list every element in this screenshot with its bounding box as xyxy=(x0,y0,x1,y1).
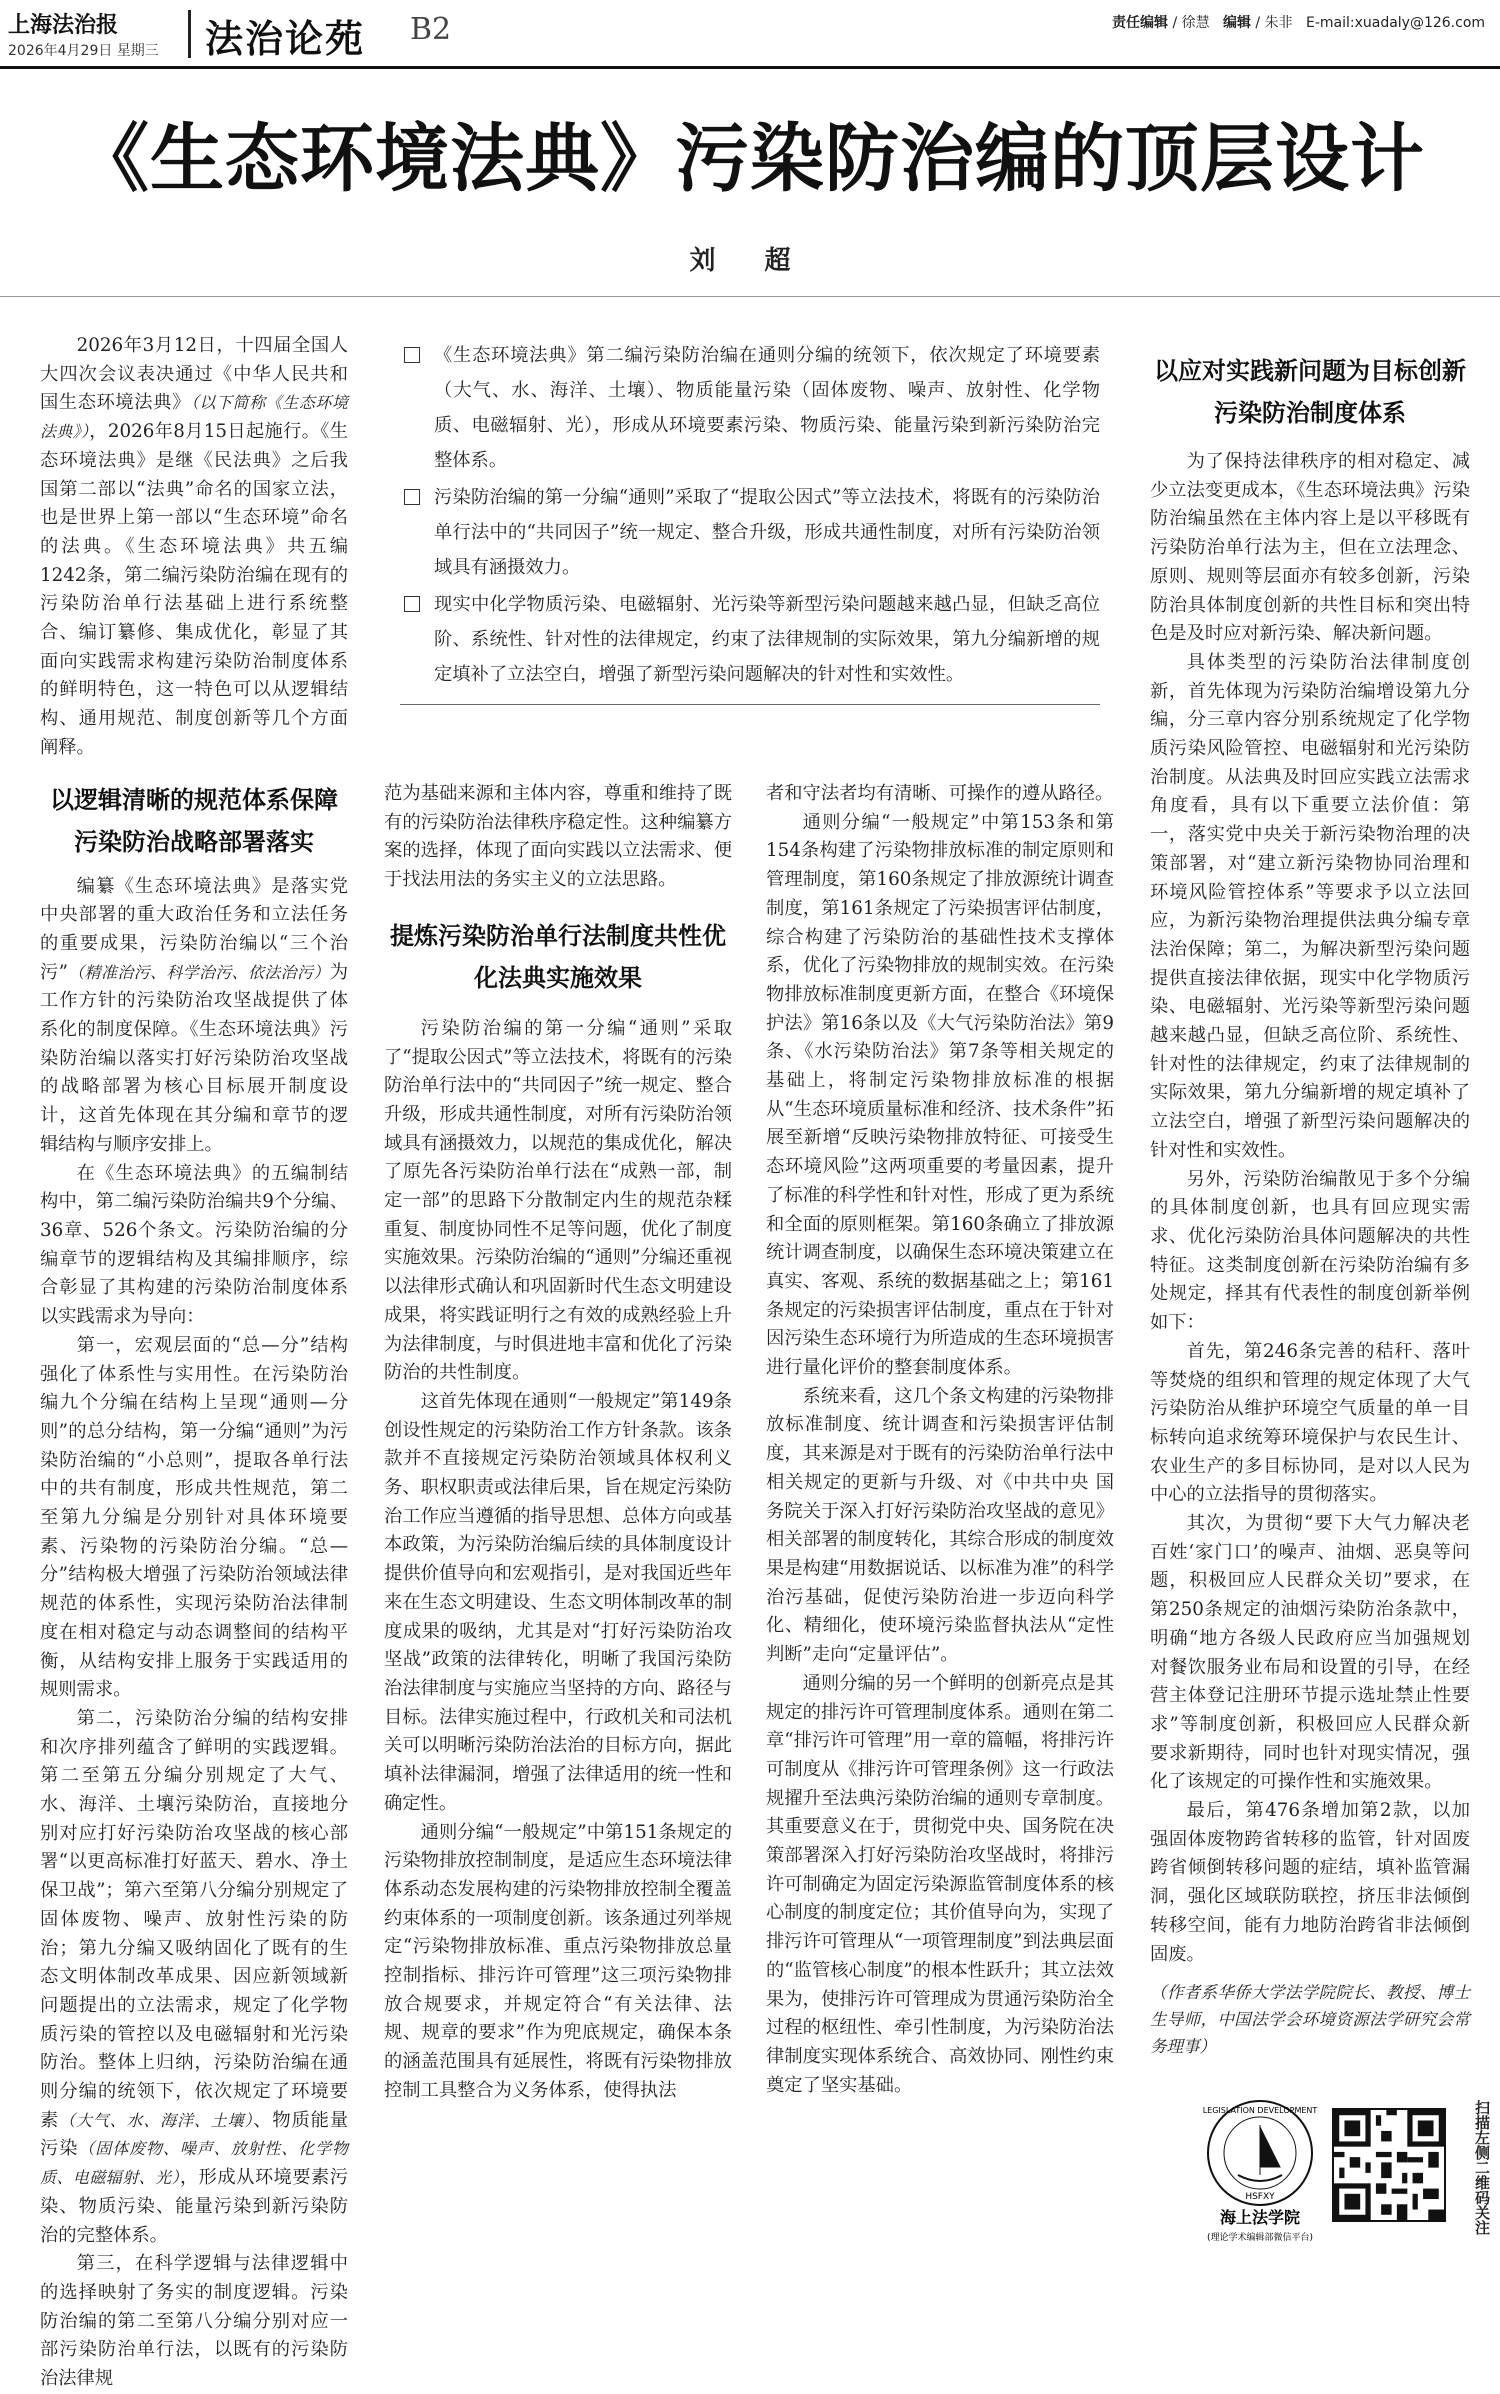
issue-date: 2026年4月29日 星期三 xyxy=(8,43,159,59)
svg-text:海上法学院: 海上法学院 xyxy=(1219,2208,1301,2227)
paragraph: 首先，第246条完善的秸秆、落叶等焚烧的组织和管理的规定体现了大气污染防治从维护环境空气质量的单一目标转向追求统筹环境保护与农民生计、农业生产的多目标协同，是对以人民为中心的立法指导的贯彻落实。 xyxy=(1150,1340,1470,1506)
article-column-2 xyxy=(384,780,732,2106)
intro-paragraph: 2026年3月12日，十四届全国人大四次会议表决通过《中华人民共和国生态环境法典》（以下简称《生态环境法典》），2026年8月15日起施行。《生态环境法典》是继《民法典》之后我国第二部以“法典”命名的国家立法，也是世界上第一部以“生态环境”命名的法典。《生态环境法典》共五编1242条，第二编污染防治编在现有的污染防治单行法基础上进行系统整合、编订纂修、集成优化，彰显了其面向实践需求构建污染防治制度体系的鲜明特色，这一特色可以从逻辑结构、通用规范、制度创新等几个方面阐释。 xyxy=(40,335,348,758)
article-column-3 xyxy=(766,780,1114,2100)
article-column-4 xyxy=(1150,350,1470,2060)
intro-note: （以下简称《生态环境法典》） xyxy=(40,393,348,442)
key-point: 现实中化学物质污染、电磁辐射、光污染等新型污染问题越来越凸显，但缺乏高位阶、系统性、针对性的法律规定，约束了法律规制的实际效果，第九分编新增的规定填补了立法空白，增强了新型污染问题解决的针对性和实效性。 xyxy=(400,587,1100,692)
editor-name: 徐慧 xyxy=(1181,15,1210,31)
section-heading-3: 以应对实践新问题为目标创新污染防治制度体系 xyxy=(1154,357,1466,427)
editor2-name: 朱非 xyxy=(1264,15,1293,31)
inline-note: （大气、水、海洋、土壤） xyxy=(59,2110,254,2130)
paragraph: 系统来看，这几个条文构建的污染物排放标准制度、统计调查和污染损害评估制度，其来源是对于既有的污染防治单行法中相关规定的更新与升级、对《中共中央 国务院关于深入打好污染防治攻坚战的意见》相关部署的制度转化，其综合形成的制度效果是构建“用数据说话、以标准为准”的科学治污基础，促使污染防治进一步迈向科学化、精细化，使环境污染监督执法从“定性判断”走向“定量评估”。 xyxy=(766,1385,1114,1666)
paragraph: 污染防治编的第一分编“通则”采取了“提取公因式”等立法技术，将既有的污染防治单行法中的“共同因子”统一规定、整合升级，形成共通性制度，对所有污染防治领域具有涵摄效力，以规范的集成优化，解决了原先各污染防治单行法在“成熟一部，制定一部”的思路下分散制定内生的规范杂糅重复、制度协同性不足等问题，优化了制度实施效果。污染防治编的“通则”分编还重视以法律形式确认和巩固新时代生态文明建设成果，将实践证明行之有效的成熟经验上升为法律制度，与时俱进地丰富和优化了污染防治的共性制度。 xyxy=(384,1017,732,1384)
key-point: 《生态环境法典》第二编污染防治编在通则分编的统领下，依次规定了环境要素（大气、水、海洋、土壤）、物质能量污染（固体废物、噪声、放射性、化学物质、电磁辐射、光），形成从环境要素污染、物质污染、能量污染到新污染防治完整体系。 xyxy=(400,338,1100,478)
editor-credits: 责任编辑 / 徐慧 编辑 / 朱非 E-mail:xuadaly@126.com xyxy=(1112,15,1486,31)
article-column-1 xyxy=(40,332,348,2394)
page-number: B2 xyxy=(410,12,452,47)
paragraph: 第二，污染防治分编的结构安排和次序排列蕴含了鲜明的实践逻辑。第二至第五分编分别规定了大气、水、海洋、土壤污染防治，直接地分别对应打好污染防治攻坚战的核心部署“以更高标准打好蓝天、碧水、净土保卫战”；第六至第八分编分别规定了固体废物、噪声、放射性污染的防治；第九分编又吸纳固化了既有的生态文明体制改革成果、因应新领域新问题提出的立法需求，规定了化学物质污染的管控以及电磁辐射和光污染防治。整体上归纳，污染防治编在通则分编的统领下，依次规定了环境要素（大气、水、海洋、土壤）、物质能量污染（固体废物、噪声、放射性、化学物质、电磁辐射、光），形成从环境要素污染、物质污染、能量污染到新污染防治的完整体系。 xyxy=(40,1707,348,2246)
checkbox-icon xyxy=(404,489,420,505)
paragraph: 通则分编的另一个鲜明的创新亮点是其规定的排污许可管理制度体系。通则在第二章“排污许可管理”用一章的篇幅，将排污许可制度从《排污许可管理条例》这一行政法规擢升至法典污染防治编的通则专章制度。其重要意义在于，贯彻党中央、国务院在决策部署深入打好污染防治攻坚战时，将排污许可制确定为固定污染源监管制度体系的核心制度的制度定位；其价值导向为，实现了排污许可管理从“一项管理制度”到法典层面的“监管核心制度”的根本性跃升；其立法效果为，使排污许可管理成为贯通污染防治全过程的枢纽性、牵引性制度，为污染防治法律制度实现体系统合、高效协同、刚性约束奠定了坚实基础。 xyxy=(766,1672,1114,2096)
paragraph: 这首先体现在通则“一般规定”第149条创设性规定的污染防治工作方针条款。该条款并不直接规定污染防治领域具体权利义务、职权职责或法律后果，旨在规定污染防治工作应当遵循的指导思想、总体方向或基本政策，为污染防治编后续的具体制度设计提供价值导向和宏观指引，是对我国近些年来在生态文明建设、生态文明体制改革的制度成果的吸纳，尤其是对“打好污染防治攻坚战”政策的法律转化，明晰了我国污染防治法律制度与实施应当坚持的方向、路径与目标。法律实施过程中，行政机关和司法机关可以明晰污染防治法治的目标方向，据此填补法律漏洞，增强了法律适用的统一性和确定性。 xyxy=(384,1390,732,1814)
qr-code[interactable] xyxy=(1332,2108,1446,2222)
editor-email[interactable]: E-mail:xuadaly@126.com xyxy=(1305,15,1486,31)
section-heading-1: 以逻辑清晰的规范体系保障污染防治战略部署落实 xyxy=(50,785,338,856)
inline-note: （固体废物、噪声、放射性、化学物质、电磁辐射、光） xyxy=(40,2139,348,2188)
key-point: 污染防治编的第一分编“通则”采取了“提取公因式”等立法技术，将既有的污染防治单行法中的“共同因子”统一规定、整合升级，形成共通性制度，对所有污染防治领域具有涵摄效力。 xyxy=(400,480,1100,585)
section-title: 法治论苑 xyxy=(205,17,366,61)
headline-rule xyxy=(0,296,1500,297)
editor-label: 责任编辑 xyxy=(1112,15,1168,31)
svg-text:LEGISLATION DEVELOPMENT: LEGISLATION DEVELOPMENT xyxy=(1202,2106,1318,2115)
masthead-rule xyxy=(0,66,1500,69)
paragraph: 通则分编“一般规定”中第153条和第154条构建了污染物排放标准的制定原则和管理制度，第160条规定了排放源统计调查制度，第161条规定了污染损害评估制度，综合构建了污染防治的基础性技术支撑体系，优化了污染物排放的规制实效。在污染物排放标准制度更新方面，在整合《环境保护法》第16条以及《大气污染防治法》第9条、《水污染防治法》第7条等相关规定的基础上，将制定污染物排放标准的根据从“生态环境质量标准和经济、技术条件”拓展至新增“反映污染物排放特征、可接受生态环境风险”这两项重要的考量因素，提升了标准的科学性和针对性，形成了更为系统和全面的原则框架。第160条确立了排放源统计调查制度，以确保生态环境决策建立在真实、客观、系统的数据基础之上；第161条规定的污染损害评估制度，重点在于针对因污染生态环境行为所造成的生态环境损害进行量化评价的整套制度体系。 xyxy=(766,811,1114,1379)
checkbox-icon xyxy=(404,347,420,363)
paragraph: 其次，为贯彻“要下大气力解决老百姓‘家门口’的噪声、油烟、恶臭等问题，积极回应人民群众关切”要求，在第250条规定的油烟污染防治条款中，明确“地方各级人民政府应当加强规划对餐饮服务业布局和设置的引导，在经营主体登记注册环节提示选址禁止性要求”等制度创新，积极回应人民群众新要求新期待，同时也针对现实情况，强化了该规定的可操作性和实施效果。 xyxy=(1150,1513,1470,1793)
svg-text:(理论学术编辑部微信平台): (理论学术编辑部微信平台) xyxy=(1206,2233,1314,2243)
paragraph: 最后，第476条增加第2款，以加强固体废物跨省转移的监管，针对固废跨省倾倒转移问题的症结，填补监管漏洞，强化区域联防联控，挤压非法倾倒转移空间，能有力地防治跨省非法倾倒固废。 xyxy=(1150,1800,1470,1965)
paragraph: 另外，污染防治编散见于多个分编的具体制度创新，也具有回应现实需求、优化污染防治具体问题解决的共性特征。这类制度创新在污染防治编有多处规定，择其有代表性的制度创新举例如下： xyxy=(1150,1168,1470,1334)
paragraph: 第三，在科学逻辑与法律逻辑中的选择映射了务实的制度逻辑。污染防治编的第二至第八分编分别对应一部污染防治单行法，以既有的污染防治法律规 xyxy=(40,2253,348,2390)
paragraph: 具体类型的污染防治法律制度创新，首先体现为污染防治编增设第九分编，分三章内容分别系统规定了化学物质污染风险管控、电磁辐射和光污染防治制度。从法典及时回应实践立法需求角度看，具有以下重要立法价值：第一，落实党中央关于新污染物治理的决策部署，对“建立新污染物协同治理和环境风险管控体系”等要求予以立法回应，为新污染物治理提供法典分编专章法治保障；第二，为解决新型污染问题提供直接法律依据，现实中化学物质污染、电磁辐射、光污染等新型污染问题越来越凸显，但缺乏高位阶、系统性、针对性的法律规定，约束了法律规制的实际效果，第九分编新增的规定填补了立法空白，增强了新型污染问题解决的针对性和实效性。 xyxy=(1150,651,1470,1161)
paragraph: 编纂《生态环境法典》是落实党中央部署的重大政治任务和立法任务的重要成果，污染防治编以“三个治污”（精准治污、科学治污、依法治污）为工作方针的污染防治攻坚战提供了体系化的制度保障。《生态环境法典》污染防治编以落实打好污染防治攻坚战的战略部署为核心目标展开制度设计，这首先体现在其分编和章节的逻辑结构与顺序安排上。 xyxy=(40,875,348,1155)
paragraph: 者和守法者均有清晰、可操作的遵从路径。 xyxy=(766,783,1114,804)
paragraph: 范为基础来源和主体内容，尊重和维持了既有的污染防治法律秩序稳定性。这种编纂方案的选择，体现了面向实践以立法需求、便于找法用法的务实主义的立法思路。 xyxy=(384,783,732,891)
article-author: 刘 超 xyxy=(689,246,811,276)
paragraph: 第一，宏观层面的“总—分”结构强化了体系性与实用性。在污染防治编九个分编在结构上呈现“通则—分则”的总分结构，第一分编“通则”为污染防治编的“小总则”，提取各单行法中的共有制度，形成共性规范，第二至第九分编是分别针对具体环境要素、污染物的污染防治分编。“总—分”结构极大增强了污染防治领域法律规范的体系性，实现污染防治法律制度在相对稳定与动态调整间的结构平衡，从结构安排上服务于实践适用的规则需求。 xyxy=(40,1334,348,1701)
paragraph: 在《生态环境法典》的五编制结构中，第二编污染防治编共9个分编、36章、526个条文。污染防治编的分编章节的逻辑结构及其编排顺序，综合彰显了其构建的污染防治制度体系以实践需求为导向： xyxy=(40,1162,348,1328)
paragraph: 为了保持法律秩序的相对稳定、减少立法变更成本，《生态环境法典》污染防治编虽然在主体内容上是以平移既有污染防治单行法为主，但在立法理念、原则、规则等层面亦有较多创新，污染防治具体制度创新的共性目标和突出特色是及时应对新污染、解决新问题。 xyxy=(1150,451,1470,645)
svg-text:HSFXY: HSFXY xyxy=(1245,2192,1275,2202)
paragraph: 通则分编“一般规定”中第151条规定的污染物排放控制制度，是适应生态环境法律体系动态发展构建的污染物排放控制全覆盖约束体系的一项制度创新。该条通过列举规定“污染物排放标准、重点污染物排放总量控制指标、排污许可管理”这三项污染物排放合规要求，并规定符合“有关法律、法规、规章的要求”作为兜底规定，确保本条的涵盖范围具有延展性，将既有污染物排放控制工具整合为义务体系，使得执法 xyxy=(384,1821,732,2101)
masthead-divider xyxy=(188,10,191,58)
inline-note: （精准治污、科学治污、依法治污） xyxy=(67,962,330,982)
article-headline: 《生态环境法典》污染防治编的顶层设计 xyxy=(75,116,1425,202)
checkbox-icon xyxy=(404,596,420,612)
law-school-logo xyxy=(1196,2095,1324,2245)
qr-instruction: 扫描左侧二维码关注 xyxy=(1473,2100,1491,2235)
section-heading-2: 提炼污染防治单行法制度共性优化法典实施效果 xyxy=(390,921,726,992)
newspaper-name: 上海法治报 xyxy=(8,12,119,38)
author-bio: （作者系华侨大学法学院院长、教授、博士生导师，中国法学会环境资源法学研究会常务理事） xyxy=(1150,1983,1470,2057)
key-points-box xyxy=(400,338,1100,705)
editor2-label: 编辑 xyxy=(1222,15,1251,31)
